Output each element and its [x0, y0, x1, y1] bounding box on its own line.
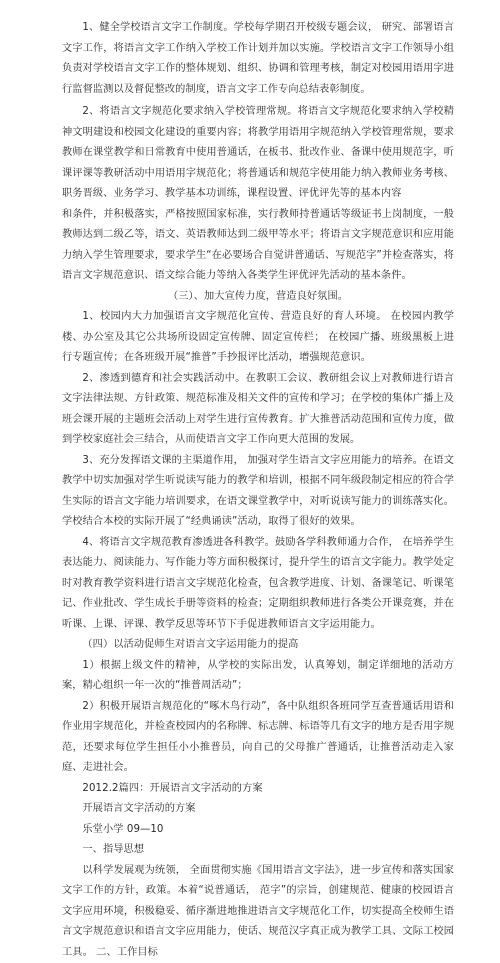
- paragraph-subject-teaching: 4、将语言文字规范教育渗透进各科教学。鼓励各学科教师通力合作， 在培养学生表达能力、阅读能力、写作能力等方面积极探讨，提升学生的语言文字能力。教学处定时对教育教学资料进行语言文字规范化检查，包含教学进度、计划、备课笔记、听课笔记、作业批改、学生成长手册等资料的检查；定期组织教师进行各类公开课竞赛，并在听课、上课、评课、教学反思等环节下手促进教师语言文字运用能力。: [62, 533, 454, 636]
- section-heading-publicity: （三）、加大宣传力度，营造良好氛围。: [62, 287, 454, 308]
- paragraph-moral-education: 2、渗透到德育和社会实践活动中。在教职工会议、教研组会议上对教师进行语言文字法律法规、方针政策、规范标准及相关文件的宣传和学习；在学校的集体广播上及班会课开展的主题班会活动上对学生进行宣传教育。扩大推普活动范围和宣传力度，做到学校家庭社会三结合，从而使语言文字工作向更大范围的发展。: [62, 369, 454, 451]
- paragraph-campus-publicity: 1、校园内大力加强语言文字规范化宣传、营造良好的育人环境。 在校园内教学楼、办公室及其它公共场所设固定宣传牌、固定宣传栏； 在校园广播、班级黑板上进行专题宣传；在各班级开展“推普”手抄报评比活动，增强规范意识。: [62, 307, 454, 369]
- section-heading-guiding-thought: 一、指导思想: [62, 840, 454, 861]
- section-heading-activities: （四）以活动促师生对语言文字运用能力的提高: [62, 635, 454, 656]
- document-subtitle: 开展语言文字活动的方案: [62, 799, 454, 820]
- paragraph-guiding-thought: 以科学发展观为统领， 全面贯彻实施《国用语言文字法》，进一步宣传和落实国家文字工作的方针，政策。本着“说普通话， 范字”的宗旨，创建规范、健康的校园语言文字应用环境，积极稳妥、循序渐进地推进语言文字规范化工作，切实提高全校师生语言文字规范意识和语言文字应用能力，使话、规范汉字真正成为教学工具、文际工校园工具。 二、工作目标: [62, 861, 454, 963]
- paragraph-chinese-class: 3、充分发挥语文课的主渠道作用， 加强对学生语言文字应用能力的培养。在语文教学中切实加强对学生听说读写能力的教学和培训，根据不同年级段制定相应的符合学生实际的语言文字能力培训要求，在语文课堂教学中，对听说读写能力的训练落实化。学校结合本校的实际开展了“经典诵读”活动，取得了很好的效果。: [62, 451, 454, 533]
- paragraph-management-routine: 2、将语言文字规范化要求纳入学校管理常规。将语言文字规范化要求纳入学校精神文明建设和校园文化建设的重要内容；将教学用语用字规范纳入学校管理常规，要求教师在课堂教学和日常教育中使用普通话，在板书、批改作业、备课中使用规范字，听课评课等教研活动中用语用字规范化；将普通话和规范字使用能力纳入教师业务考核、职务晋级、业务学习、教学基本功训练，课程设置、评优评先等的基本内容: [62, 102, 454, 205]
- paragraph-woodpecker-action: 2）积极开展语言规范化的“啄木鸟行动”，各中队组织各班同学互查普通话用语和作业用字规范化，并检查校园内的名称牌、标志牌、标语等几有文字的地方是否用字规范，还要求每位学生担任小小推普员，向自己的父母推广普通话，让推普活动走入家庭、走进社会。: [62, 697, 454, 779]
- paragraph-management-conditions: 和条件，并积极落实，严格按照国家标准，实行教师持普通话等级证书上岗制度，一般教师达到二级乙等，语文、英语教师达到二级甲等水平；将语言文字规范意识和应用能力纳入学生管理要求，要求学生“在必要场合自觉讲普通话、写规范字”并检查落实，将语言文字规范意识、语文综合能力等纳入各类学生评优评先活动的基本条件。: [62, 205, 454, 287]
- school-and-year: 乐堂小学 09—10: [62, 820, 454, 841]
- paragraph-rule-system: 1、健全学校语言文字工作制度。学校每学期召开校级专题会议， 研究、部署语言文字工作，将语言文字工作纳入学校工作计划并加以实施。学校语言文字工作领导小组负责对学校语言文字工作的整体规划、组织、协调和管理考核，制定对校园用语用字进行监督监测以及督促整改的制度，语言文字工作专向总结表彰制度。: [62, 18, 454, 100]
- paragraph-putonghua-week: 1）根据上级文件的精神，从学校的实际出发，认真筹划，制定详细地的活动方案，精心组织一年一次的“推普周活动”；: [62, 656, 454, 697]
- paragraph-date-chapter-four: 2012.2篇四：开展语言文字活动的方案: [62, 779, 454, 800]
